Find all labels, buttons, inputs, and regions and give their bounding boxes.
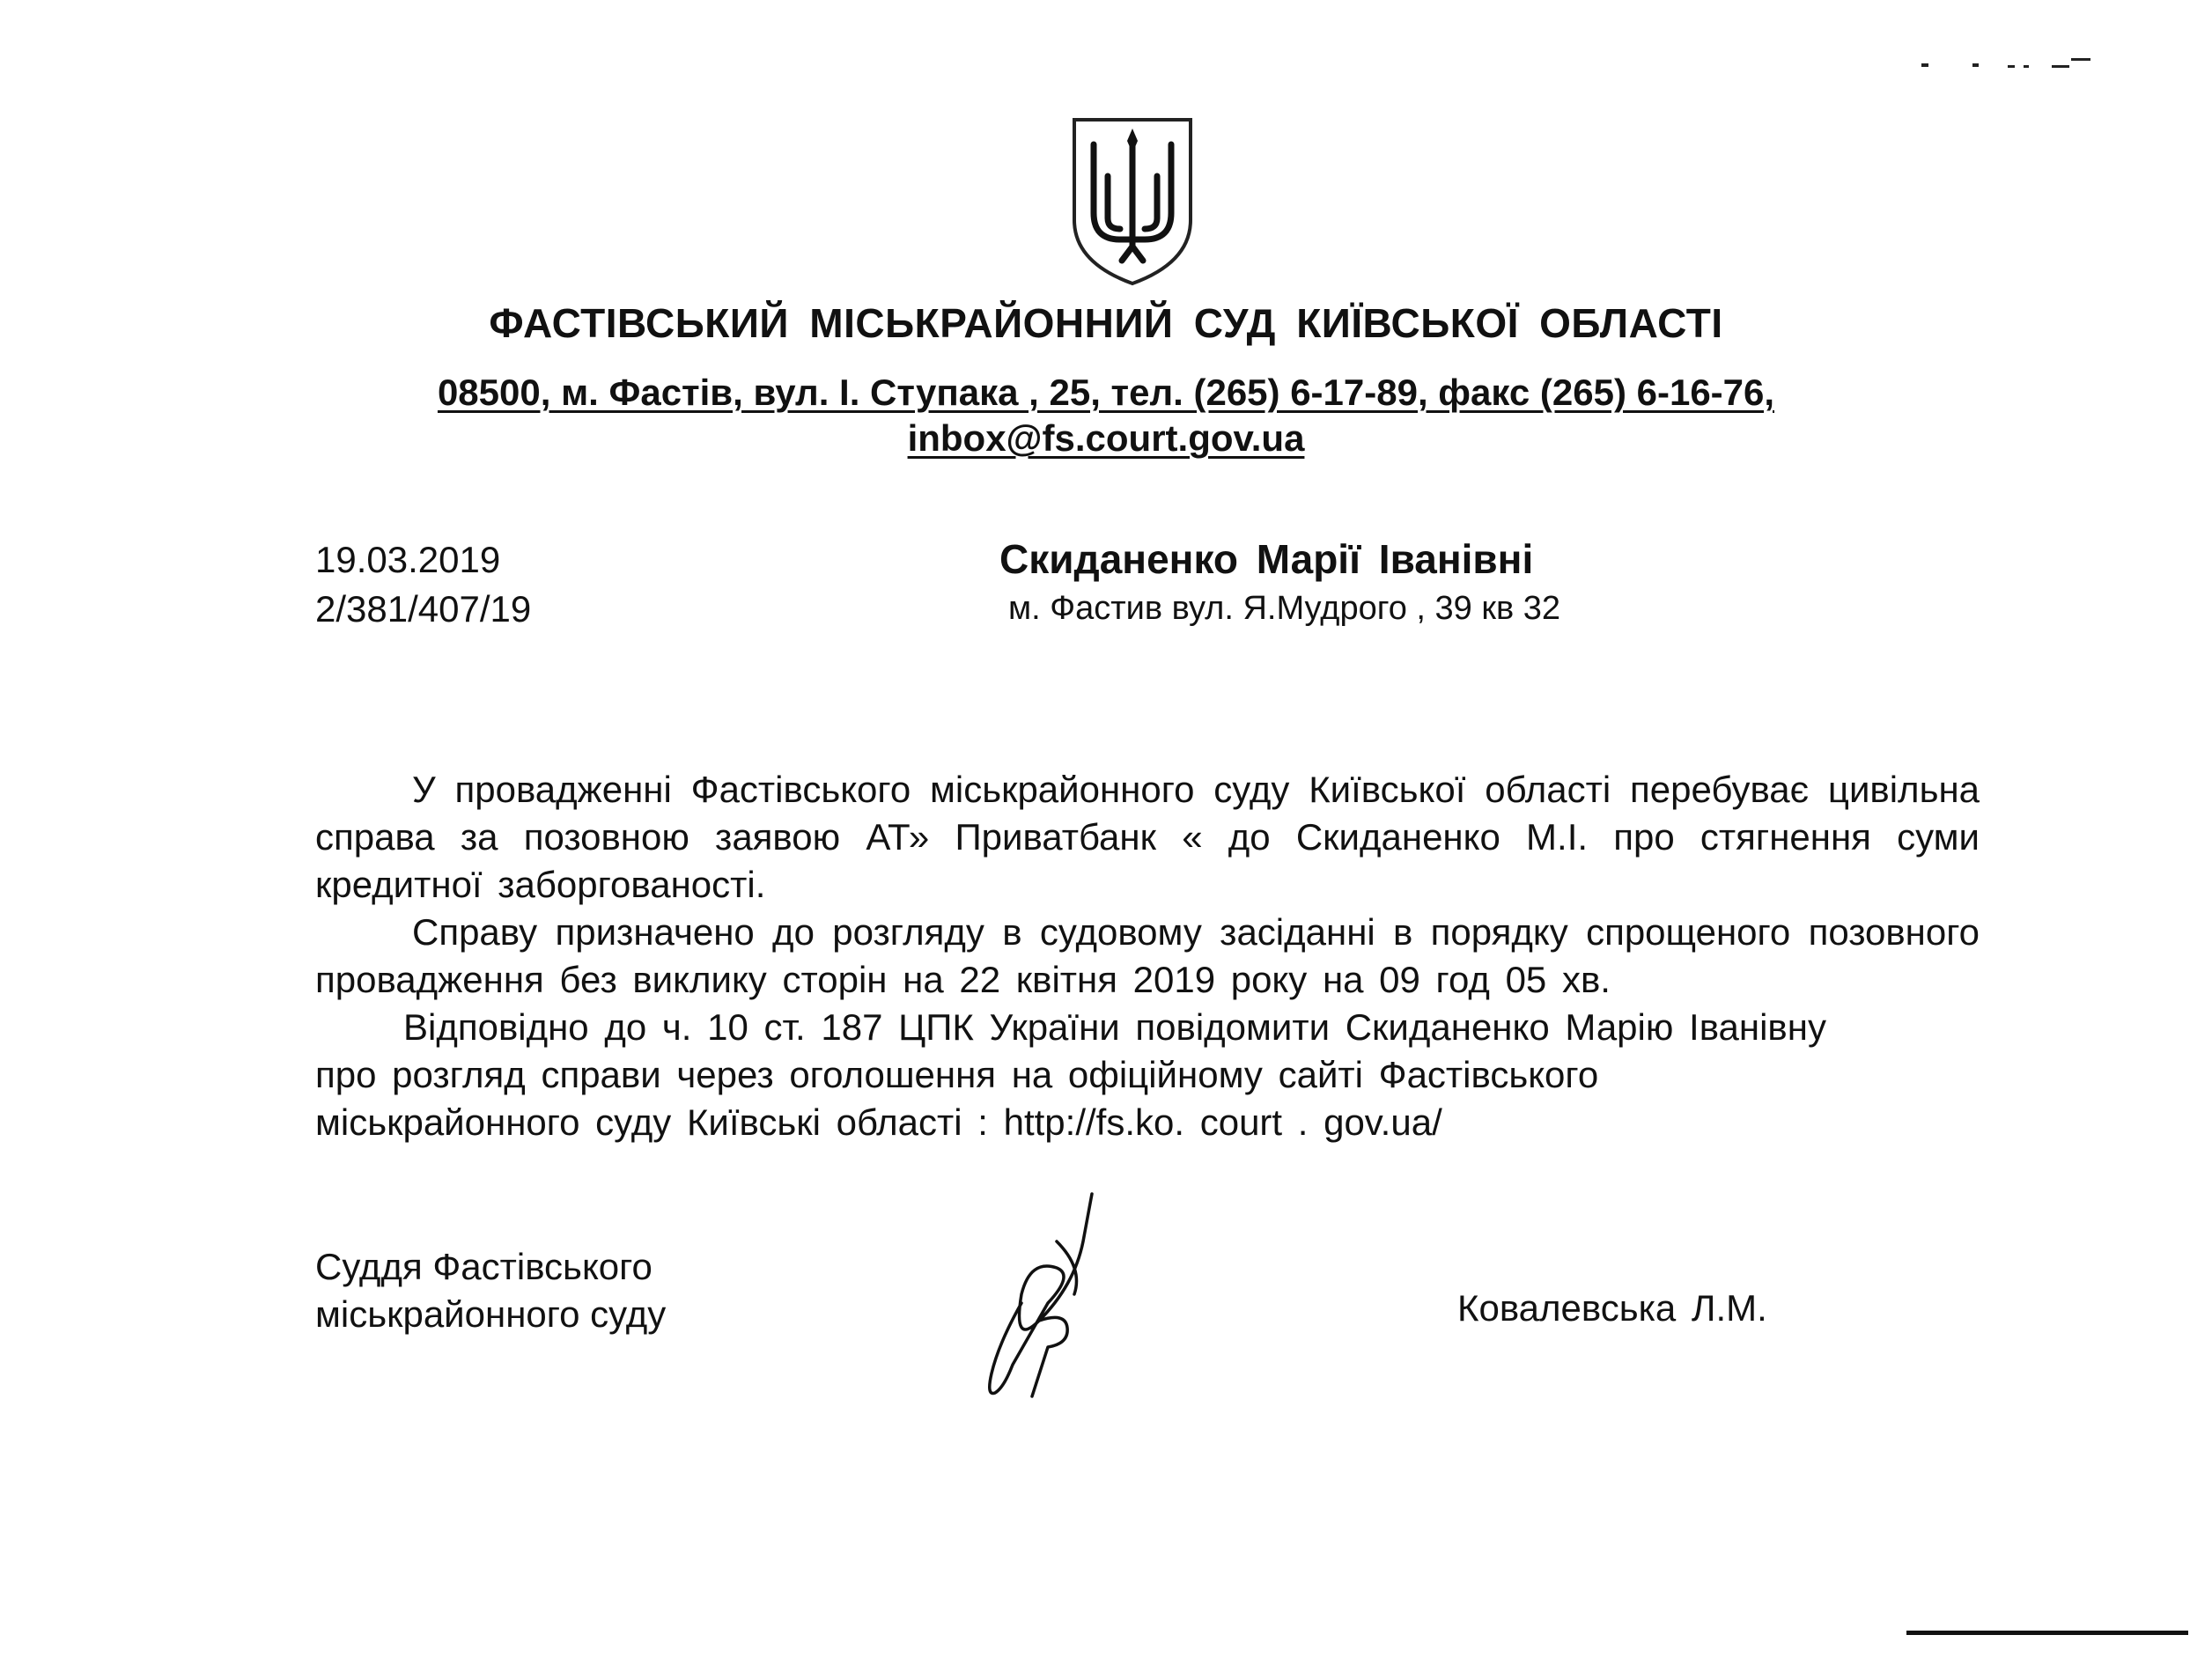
court-email-link[interactable]: inbox@fs.court.gov.ua [907,417,1305,459]
body-paragraph-3-line-1: Відповідно до ч. 10 ст. 187 ЦПК України повідомити Скиданенко Марію Іванівну [403,1006,1826,1048]
letter-body [315,766,1980,1146]
scan-artifact-dots [1920,55,2184,76]
recipient-address: м. Фастив вул. Я.Мудрого , 39 кв 32 [1008,590,1560,627]
court-name-heading: ФАСТІВСЬКИЙ МІСЬКРАЙОННИЙ СУД КИЇВСЬКОЇ ОБЛАСТІ [489,300,1723,346]
signer-title [315,1243,666,1338]
letter-date: 19.03.2019 [315,539,501,580]
court-address-line [0,372,2212,414]
handwritten-signature [951,1189,1118,1400]
body-paragraph-3-line-2: про розгляд справи через оголошення на офіційному сайті Фастівського [315,1054,1599,1095]
footer-divider-line [1906,1631,2188,1635]
signer-name: Ковалевська Л.М. [1457,1287,1767,1329]
signer-title-line-1: Суддя Фастівського [315,1246,653,1287]
recipient-name: Скиданенко Марії Іванівні [999,536,1534,582]
signer-title-line-2: міськрайонного суду [315,1293,667,1335]
body-paragraph-3-line-3: міськрайонного суду Київські області : http://fs.ko. court . gov.ua/ [315,1101,1442,1143]
court-email-line [0,417,2212,460]
court-address-text: 08500, м. Фастів, вул. І. Ступака , 25, тел. (265) 6-17-89, факс (265) 6-16-76, [437,372,1775,413]
case-reference-number: 2/381/407/19 [315,588,532,630]
body-paragraph-2: Справу призначено до розгляду в судовому засіданні в порядку спрощеного позовного провадження без виклику сторін на 22 квітня 2019 року на 09 год 05 хв. [315,911,1980,1000]
ukraine-trident-coat-of-arms-icon [1067,114,1198,287]
body-paragraph-1: У провадженні Фастівського міськрайонного суду Київської області перебуває цивільна справа за позовною заявою АТ» Приватбанк « до Скиданенко М.І. про стягнення суми кредитної заборгованості. [315,769,1980,905]
